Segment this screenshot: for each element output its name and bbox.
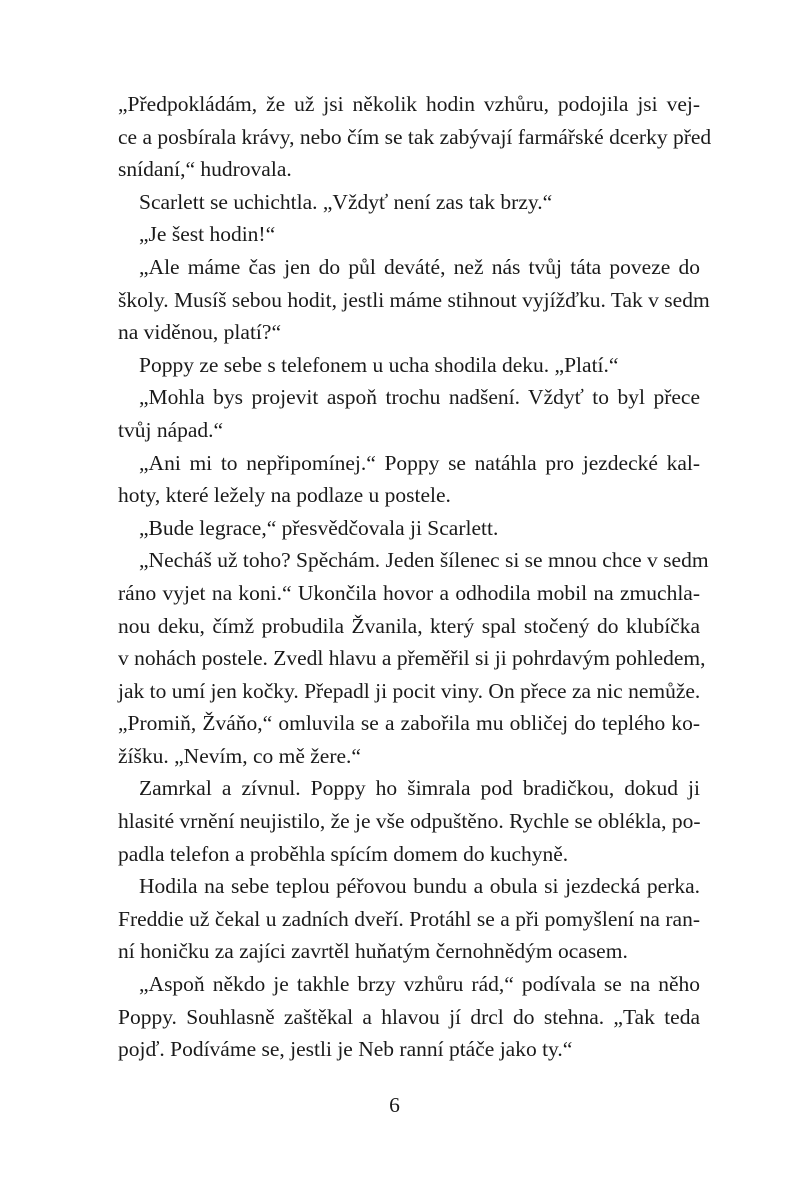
text-line: „Necháš už toho? Spěchám. Jeden šílenec si se mnou chce v sedm [139, 548, 709, 573]
text-line: ce a posbírala krávy, nebo čím se tak zabývají farmářské dcerky před [118, 124, 712, 149]
text-line: Poppy ze sebe s telefonem u ucha shodila deku. „Platí.“ [139, 352, 619, 377]
text-line: „Promiň, Žváňo,“ omluvila se a zabořila mu obličej do teplého ko- [118, 711, 700, 736]
paragraph [118, 381, 700, 446]
text-line: „Aspoň někdo je takhle brzy vzhůru rád,“ podívala se na něho [139, 972, 700, 997]
text-line: hoty, které ležely na podlaze u postele. [118, 483, 451, 508]
text-line: nou deku, čímž probudila Žvanila, který spal stočený do klubíčka [118, 613, 700, 638]
text-line: jak to umí jen kočky. Přepadl ji pocit viny. On přece za nic nemůže. [118, 678, 701, 703]
paragraph [118, 870, 700, 968]
paragraph [118, 186, 700, 219]
text-line: pojď. Podíváme se, jestli je Neb ranní ptáče jako ty.“ [118, 1037, 573, 1062]
text-line: hlasité vrnění neujistilo, že je vše odpuštěno. Rychle se oblékla, po- [118, 809, 701, 834]
text-line: Freddie už čekal u zadních dveří. Protáhl se a při pomyšlení na ran- [118, 906, 700, 931]
text-line: „Předpokládám, že už jsi několik hodin vzhůru, podojila jsi vej- [118, 92, 700, 116]
paragraph [118, 772, 700, 870]
text-line: školy. Musíš sebou hodit, jestli máme stihnout vyjížďku. Tak v sedm [118, 287, 710, 312]
text-line: ní honičku za zajíci zavrtěl huňatým černohnědým ocasem. [118, 939, 628, 964]
text-line: Zamrkal a zívnul. Poppy ho šimrala pod bradičkou, dokud ji [139, 776, 700, 801]
text-line: „Je šest hodin!“ [139, 222, 276, 247]
body-text [118, 88, 712, 1066]
paragraph [118, 447, 700, 512]
text-line: „Ani mi to nepřipomínej.“ Poppy se natáhla pro jezdecké kal- [139, 450, 700, 475]
text-line: snídaní,“ hudrovala. [118, 157, 292, 182]
text-line: Scarlett se uchichtla. „Vždyť není zas tak brzy.“ [139, 189, 553, 214]
paragraph [118, 251, 710, 349]
text-line: tvůj nápad.“ [118, 417, 224, 442]
text-line: „Bude legrace,“ přesvědčovala ji Scarlett. [139, 515, 499, 540]
paragraph [118, 512, 700, 545]
text-line: žíšku. „Nevím, co mě žere.“ [118, 743, 361, 768]
paragraph [118, 544, 709, 772]
text-line: „Ale máme čas jen do půl deváté, než nás tvůj táta poveze do [139, 254, 700, 279]
text-line: Hodila na sebe teplou péřovou bundu a obula si jezdecká perka. [139, 874, 700, 899]
page-number: 6 [389, 1093, 400, 1117]
text-line: „Mohla bys projevit aspoň trochu nadšení. Vždyť to byl přece [139, 385, 700, 410]
text-line: ráno vyjet na koni.“ Ukončila hovor a odhodila mobil na zmuchla- [118, 580, 700, 605]
text-line: padla telefon a proběhla spícím domem do kuchyně. [118, 841, 569, 866]
paragraph [118, 218, 700, 251]
paragraph [118, 88, 712, 186]
paragraph [118, 349, 700, 382]
text-line: na viděnou, platí?“ [118, 320, 281, 345]
paragraph [118, 968, 700, 1066]
text-line: Poppy. Souhlasně zaštěkal a hlavou jí drcl do stehna. „Tak teda [118, 1004, 700, 1029]
text-line: v nohách postele. Zvedl hlavu a přeměřil si ji pohrdavým pohledem, [118, 646, 706, 671]
